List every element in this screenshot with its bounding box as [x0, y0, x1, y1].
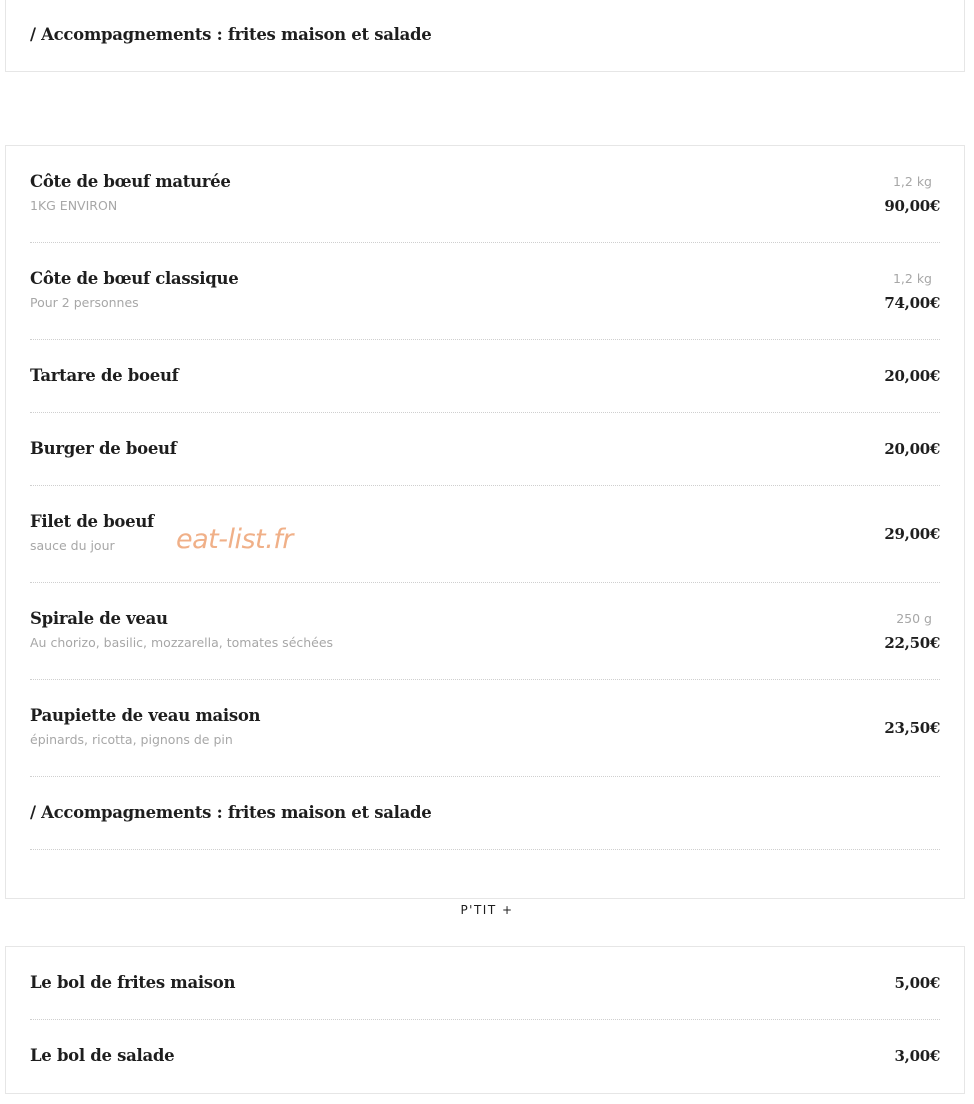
- item-quantity: 1,2 kg: [892, 271, 932, 286]
- item-name: Spirale de veau: [30, 609, 168, 628]
- item-price: 20,00€: [884, 367, 940, 385]
- menu-note-row: [30, 777, 940, 850]
- menu-item: [30, 486, 940, 583]
- item-price: 74,00€: [884, 294, 940, 312]
- item-description: Au chorizo, basilic, mozzarella, tomates séchées: [30, 635, 334, 650]
- accompaniments-note: / Accompagnements : frites maison et salade: [30, 25, 432, 44]
- watermark-text: eat-list.fr: [176, 524, 293, 555]
- menu-card-previous: [5, 0, 965, 72]
- item-name: Le bol de salade: [30, 1046, 175, 1065]
- item-name: Côte de bœuf classique: [30, 269, 239, 288]
- menu-item: [30, 243, 940, 340]
- item-name: Burger de boeuf: [30, 439, 177, 458]
- menu-item: [30, 146, 940, 243]
- item-price: 22,50€: [884, 634, 940, 652]
- item-name: Paupiette de veau maison: [30, 706, 261, 725]
- accompaniments-note: / Accompagnements : frites maison et salade: [30, 803, 432, 822]
- item-name: Tartare de boeuf: [30, 366, 179, 385]
- menu-note-row: [30, 0, 940, 72]
- item-name: Côte de bœuf maturée: [30, 172, 231, 191]
- item-name: Filet de boeuf: [30, 512, 154, 531]
- item-price: 29,00€: [884, 525, 940, 543]
- item-description: épinards, ricotta, pignons de pin: [30, 732, 233, 747]
- menu-card-extras: [5, 946, 965, 1094]
- menu-item: [30, 340, 940, 413]
- item-price: 20,00€: [884, 440, 940, 458]
- item-quantity: 250 g: [896, 611, 932, 626]
- item-price: 5,00€: [894, 974, 940, 992]
- item-price: 90,00€: [884, 197, 940, 215]
- item-name: Le bol de frites maison: [30, 973, 236, 992]
- item-price: 3,00€: [894, 1047, 940, 1065]
- menu-item: [30, 413, 940, 486]
- section-title: P'TIT +: [460, 903, 514, 917]
- menu-item: [30, 680, 940, 777]
- menu-card-meats: [5, 145, 965, 899]
- item-price: 23,50€: [884, 719, 940, 737]
- item-description: sauce du jour: [30, 538, 115, 553]
- item-quantity: 1,2 kg: [892, 174, 932, 189]
- menu-item: [30, 583, 940, 680]
- menu-item: [30, 947, 940, 1020]
- menu-item: [30, 1020, 940, 1093]
- item-description: Pour 2 personnes: [30, 295, 139, 310]
- item-description: 1KG ENVIRON: [30, 198, 118, 213]
